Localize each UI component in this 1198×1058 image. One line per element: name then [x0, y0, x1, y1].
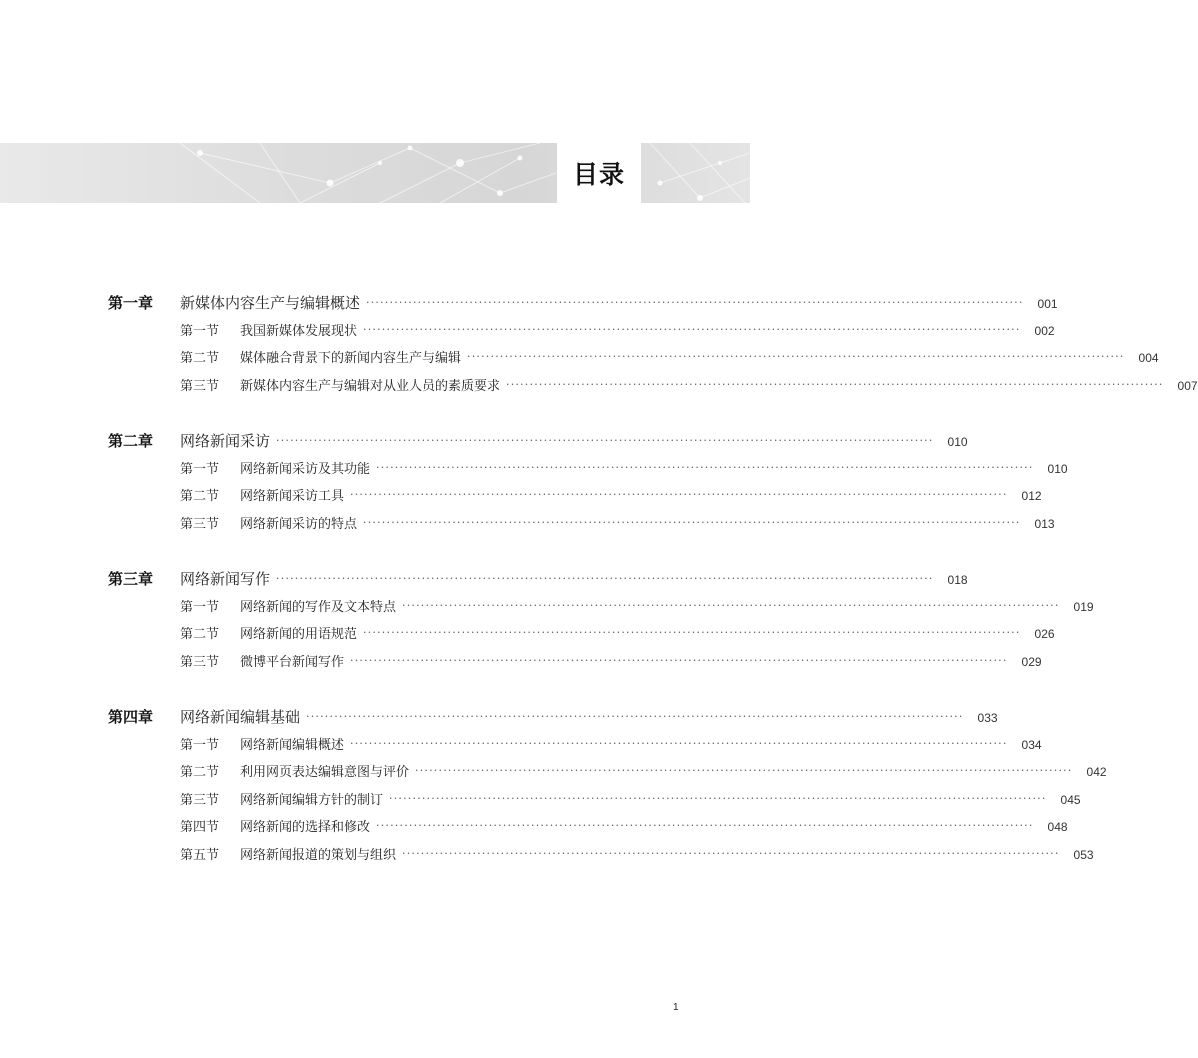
chapter-page-number: 010	[947, 435, 968, 449]
section-title: 网络新闻采访的特点	[240, 516, 358, 532]
leader-dots: ············································································································································	[350, 736, 1008, 750]
section-label: 第一节	[180, 737, 220, 753]
chapter-label: 第二章	[108, 432, 154, 450]
section-label: 第一节	[180, 323, 220, 339]
toc-section-entry[interactable]	[108, 596, 1094, 616]
toc-chapter-entry[interactable]	[108, 706, 998, 726]
toc-section-entry[interactable]	[108, 320, 1055, 340]
toc-section-entry[interactable]	[108, 375, 1198, 395]
section-title: 网络新闻的选择和修改	[240, 820, 371, 835]
leader-dots: ············································································································································	[306, 710, 964, 723]
toc-title-box	[557, 143, 641, 203]
section-label: 第二节	[180, 351, 220, 366]
toc-section-entry[interactable]	[108, 347, 1159, 367]
toc-section-entry[interactable]	[108, 734, 1042, 754]
section-page-number: 048	[1047, 820, 1068, 834]
leader-dots: ············································································································································	[363, 626, 1021, 639]
section-page-number: 012	[1021, 489, 1042, 503]
section-page-number: 007	[1177, 378, 1198, 393]
section-label: 第三节	[180, 516, 220, 532]
section-title: 网络新闻编辑方针的制订	[240, 792, 384, 808]
section-page-number: 042	[1086, 765, 1107, 779]
toc-chapter-entry[interactable]	[108, 292, 1058, 312]
section-title: 网络新闻的用语规范	[240, 627, 358, 642]
leader-dots: ············································································································································	[389, 791, 1047, 805]
toc-section-entry[interactable]	[108, 789, 1081, 809]
chapter-page-number: 033	[977, 711, 998, 725]
chapter-title: 网络新闻编辑基础	[180, 708, 301, 726]
section-title: 网络新闻采访及其功能	[240, 461, 371, 477]
leader-dots: ············································································································································	[506, 377, 1164, 391]
section-label: 第五节	[180, 847, 220, 863]
section-title: 媒体融合背景下的新闻内容生产与编辑	[240, 351, 462, 366]
section-label: 第四节	[180, 820, 220, 835]
section-page-number: 026	[1034, 627, 1055, 641]
leader-dots: ············································································································································	[363, 322, 1021, 336]
chapter-page-number: 001	[1037, 297, 1058, 311]
chapter-title: 网络新闻写作	[180, 570, 271, 588]
section-label: 第一节	[180, 461, 220, 477]
leader-dots: ············································································································································	[415, 764, 1073, 777]
section-page-number: 045	[1060, 792, 1081, 807]
section-label: 第二节	[180, 765, 220, 780]
toc-section-entry[interactable]	[108, 816, 1068, 836]
leader-dots: ············································································································································	[402, 846, 1060, 860]
toc-section-entry[interactable]	[108, 623, 1055, 643]
leader-dots: ············································································································································	[467, 350, 1125, 363]
chapter-page-number: 018	[947, 573, 968, 587]
toc-section-entry[interactable]	[108, 513, 1055, 533]
chapter-title: 新媒体内容生产与编辑概述	[180, 294, 361, 312]
section-label: 第三节	[180, 654, 220, 670]
toc-section-entry[interactable]	[108, 761, 1107, 781]
leader-dots: ············································································································································	[376, 460, 1034, 474]
toc-section-entry[interactable]	[108, 651, 1042, 671]
leader-dots: ············································································································································	[363, 515, 1021, 529]
section-title: 微博平台新闻写作	[240, 654, 345, 670]
page-number: 1	[673, 1002, 679, 1013]
chapter-label: 第四章	[108, 708, 154, 726]
section-label: 第三节	[180, 378, 220, 394]
section-page-number: 053	[1073, 847, 1094, 862]
section-page-number: 002	[1034, 323, 1055, 338]
leader-dots: ············································································································································	[366, 296, 1024, 309]
leader-dots: ············································································································································	[350, 653, 1008, 667]
section-title: 网络新闻的写作及文本特点	[240, 599, 397, 615]
section-page-number: 013	[1034, 516, 1055, 531]
section-label: 第二节	[180, 627, 220, 642]
leader-dots: ············································································································································	[276, 434, 934, 447]
leader-dots: ············································································································································	[376, 819, 1034, 832]
toc-section-entry[interactable]	[108, 485, 1042, 505]
section-title: 利用网页表达编辑意图与评价	[240, 765, 410, 780]
section-page-number: 034	[1021, 737, 1042, 752]
toc-section-entry[interactable]	[108, 844, 1094, 864]
section-page-number: 004	[1138, 351, 1159, 365]
toc-chapter-entry[interactable]	[108, 568, 968, 588]
section-label: 第一节	[180, 599, 220, 615]
section-page-number: 010	[1047, 461, 1068, 476]
toc-section-entry[interactable]	[108, 458, 1068, 478]
chapter-label: 第三章	[108, 570, 154, 588]
section-title: 我国新媒体发展现状	[240, 323, 358, 339]
section-title: 网络新闻报道的策划与组织	[240, 847, 397, 863]
page-title: 目录	[572, 160, 625, 189]
chapter-label: 第一章	[108, 294, 154, 312]
leader-dots: ············································································································································	[402, 598, 1060, 612]
section-label: 第二节	[180, 489, 220, 504]
section-title: 网络新闻采访工具	[240, 489, 345, 504]
section-title: 网络新闻编辑概述	[240, 737, 345, 753]
section-page-number: 029	[1021, 654, 1042, 669]
leader-dots: ············································································································································	[350, 488, 1008, 501]
section-label: 第三节	[180, 792, 220, 808]
chapter-title: 网络新闻采访	[180, 432, 271, 450]
leader-dots: ············································································································································	[276, 572, 934, 585]
section-page-number: 019	[1073, 599, 1094, 614]
toc-chapter-entry[interactable]	[108, 430, 968, 450]
section-title: 新媒体内容生产与编辑对从业人员的素质要求	[240, 378, 501, 394]
